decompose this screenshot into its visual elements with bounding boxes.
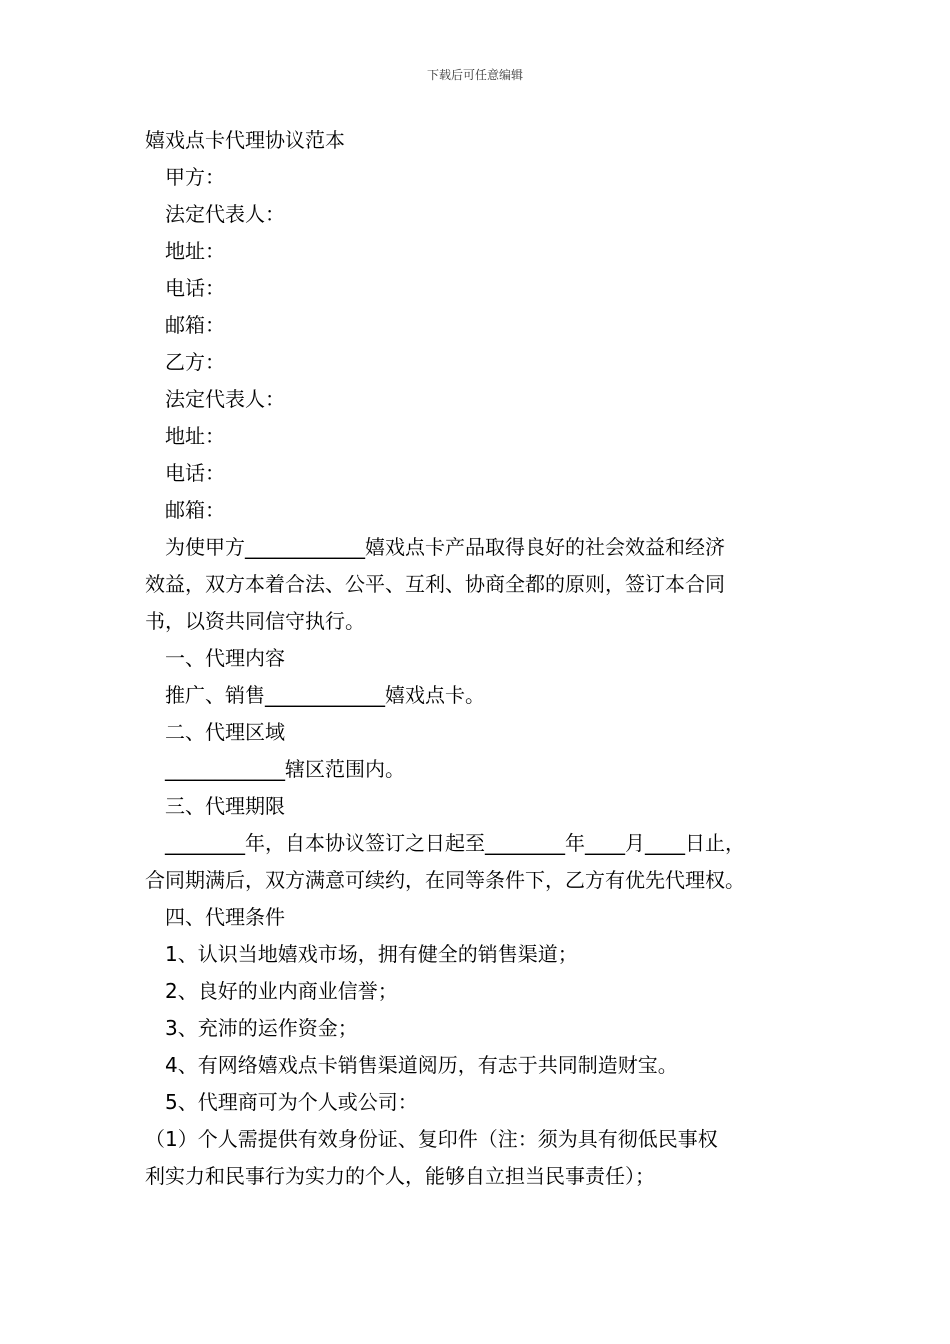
section-4-item-1: 1、认识当地嬉戏市场，拥有健全的销售渠道； bbox=[165, 942, 578, 966]
party-a-address: 地址： bbox=[165, 239, 225, 263]
party-b-phone: 电话： bbox=[165, 461, 225, 485]
intro-line-2: 效益，双方本着合法、公平、互利、协商全都的原则，签订本合同 bbox=[145, 572, 725, 596]
party-a-rep: 法定代表人： bbox=[165, 202, 285, 226]
section-4-heading: 四、代理条件 bbox=[165, 905, 285, 929]
section-4-item-5: 5、代理商可为个人或公司： bbox=[165, 1090, 418, 1114]
party-b-rep: 法定代表人： bbox=[165, 387, 285, 411]
section-1-text: 推广、销售____________嬉戏点卡。 bbox=[165, 683, 485, 707]
intro-line-1: 为使甲方____________嬉戏点卡产品取得良好的社会效益和经济 bbox=[165, 535, 725, 559]
section-4-item-3: 3、充沛的运作资金； bbox=[165, 1016, 358, 1040]
party-a-phone: 电话： bbox=[165, 276, 225, 300]
section-4-item-4: 4、有网络嬉戏点卡销售渠道阅历，有志于共同制造财宝。 bbox=[165, 1053, 678, 1077]
section-4-item-2: 2、良好的业内商业信誉； bbox=[165, 979, 398, 1003]
party-b-address: 地址： bbox=[165, 424, 225, 448]
section-3-line-2: 合同期满后，双方满意可续约，在同等条件下，乙方有优先代理权。 bbox=[145, 868, 745, 892]
document-body bbox=[145, 122, 825, 1195]
page-header: 下载后可任意编辑 bbox=[426, 68, 523, 82]
document-title: 嬉戏点卡代理协议范本 bbox=[145, 128, 345, 152]
section-2-text: ____________辖区范围内。 bbox=[165, 757, 405, 781]
intro-line-3: 书，以资共同信守执行。 bbox=[145, 609, 365, 633]
party-a-label: 甲方： bbox=[165, 165, 225, 189]
section-1-heading: 一、代理内容 bbox=[165, 646, 285, 670]
section-2-heading: 二、代理区域 bbox=[165, 720, 285, 744]
party-b-email: 邮箱： bbox=[165, 498, 225, 522]
party-b-label: 乙方： bbox=[165, 350, 225, 374]
section-3-heading: 三、代理期限 bbox=[165, 794, 285, 818]
section-4-sub-line-1: （1）个人需提供有效身份证、复印件（注：须为具有彻低民事权 bbox=[145, 1127, 718, 1151]
party-a-email: 邮箱： bbox=[165, 313, 225, 337]
section-4-sub-line-2: 利实力和民事行为实力的个人，能够自立担当民事责任）； bbox=[145, 1164, 655, 1188]
section-3-line-1: ________年，自本协议签订之日起至________年____月____日止， bbox=[165, 831, 745, 855]
